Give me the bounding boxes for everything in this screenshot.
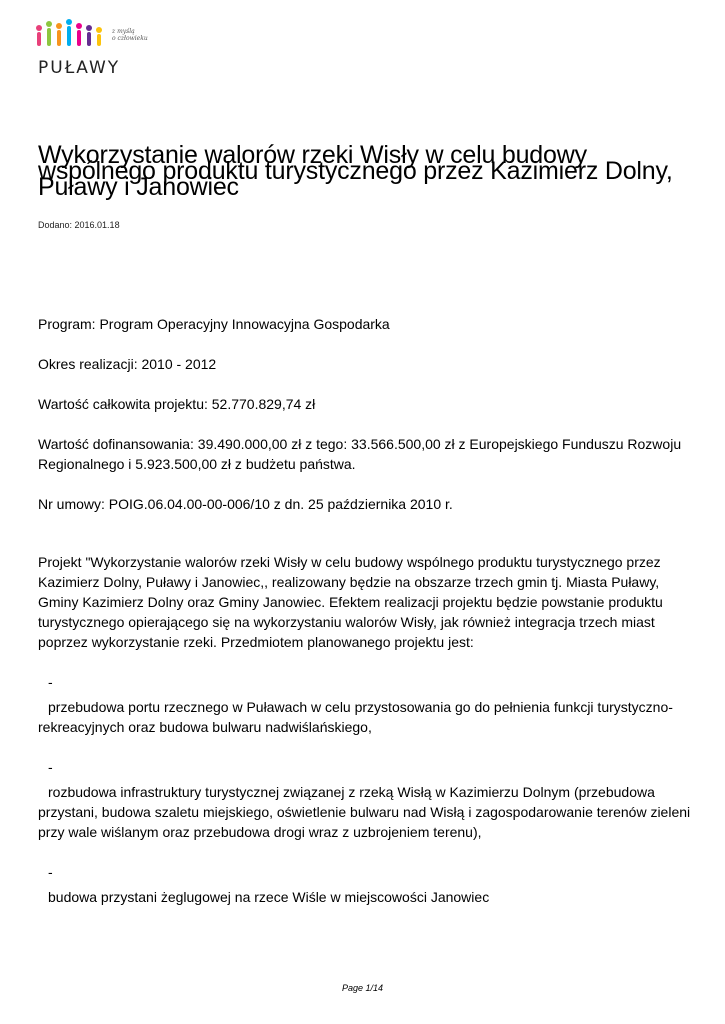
contract-line: Nr umowy: POIG.06.04.00-00-006/10 z dn. 25 października 2010 r. bbox=[38, 496, 453, 512]
date-added: Dodano: 2016.01.18 bbox=[38, 220, 120, 230]
total-value-line: Wartość całkowita projektu: 52.770.829,74 zł bbox=[38, 396, 316, 412]
page-number: Page 1/14 bbox=[341, 983, 384, 993]
program-line: Program: Program Operacyjny Innowacyjna Gospodarka bbox=[38, 316, 390, 332]
list-dash: - bbox=[48, 674, 53, 690]
logo-figures-icon bbox=[30, 18, 110, 60]
list-dash: - bbox=[48, 759, 53, 775]
description-text: Projekt "Wykorzystanie walorów rzeki Wisły w celu budowy wspólnego produktu turystycznego przez Kazimierz Dolny, Puławy i Janowiec,, realizowany będzie na obszarze trzech gmin tj. Miasta Puławy, Gminy Kazimierz Dolny oraz Gminy Janowiec. Efektem realizacji projektu będzie powstanie produktu turystycznego opierającego się na wykorzystaniu walorów Wisły, jak również integracja trzech miast poprzez wykorzystanie rzeki. Przedmiotem planowanego projektu jest: bbox=[38, 554, 663, 650]
list-item-text: rozbudowa infrastruktury turystycznej związanej z rzeką Wisłą w Kazimierzu Dolnym (przebudowa przystani, budowa szaletu miejskiego, oświetlenie bulwaru nad Wisłą i zagospodarowanie terenów zieleni przy wale wiślanym oraz przebudowa drogi wraz z uzbrojeniem terenu), bbox=[38, 784, 691, 840]
logo-wordmark: PUŁAWY bbox=[38, 58, 121, 78]
page-title: Wykorzystanie walorów rzeki Wisły w celu budowy wspólnego produktu turystycznego przez Kazimierz Dolny, Puławy i Janowiec bbox=[38, 141, 673, 201]
list-dash: - bbox=[48, 864, 53, 880]
list-item bbox=[38, 862, 698, 907]
list-item bbox=[38, 757, 698, 842]
period-line: Okres realizacji: 2010 - 2012 bbox=[38, 356, 217, 372]
project-meta bbox=[38, 314, 698, 514]
list-item-text: budowa przystani żeglugowej na rzece Wiśle w miejscowości Janowiec bbox=[48, 889, 490, 905]
pulawy-logo bbox=[30, 18, 148, 88]
logo-tagline: z myślą o człowieku bbox=[112, 28, 148, 42]
funding-line: Wartość dofinansowania: 39.490.000,00 zł z tego: 33.566.500,00 zł z Europejskiego Funduszu Rozwoju Regionalnego i 5.923.500,00 zł z budżetu państwa. bbox=[38, 436, 682, 472]
list-item-text: przebudowa portu rzecznego w Puławach w celu przystosowania go do pełnienia funkcji turystyczno-rekreacyjnych oraz budowa bulwaru nadwiślańskiego, bbox=[38, 699, 673, 735]
list-item bbox=[38, 672, 698, 737]
article-body bbox=[38, 314, 698, 907]
project-description bbox=[38, 552, 698, 907]
